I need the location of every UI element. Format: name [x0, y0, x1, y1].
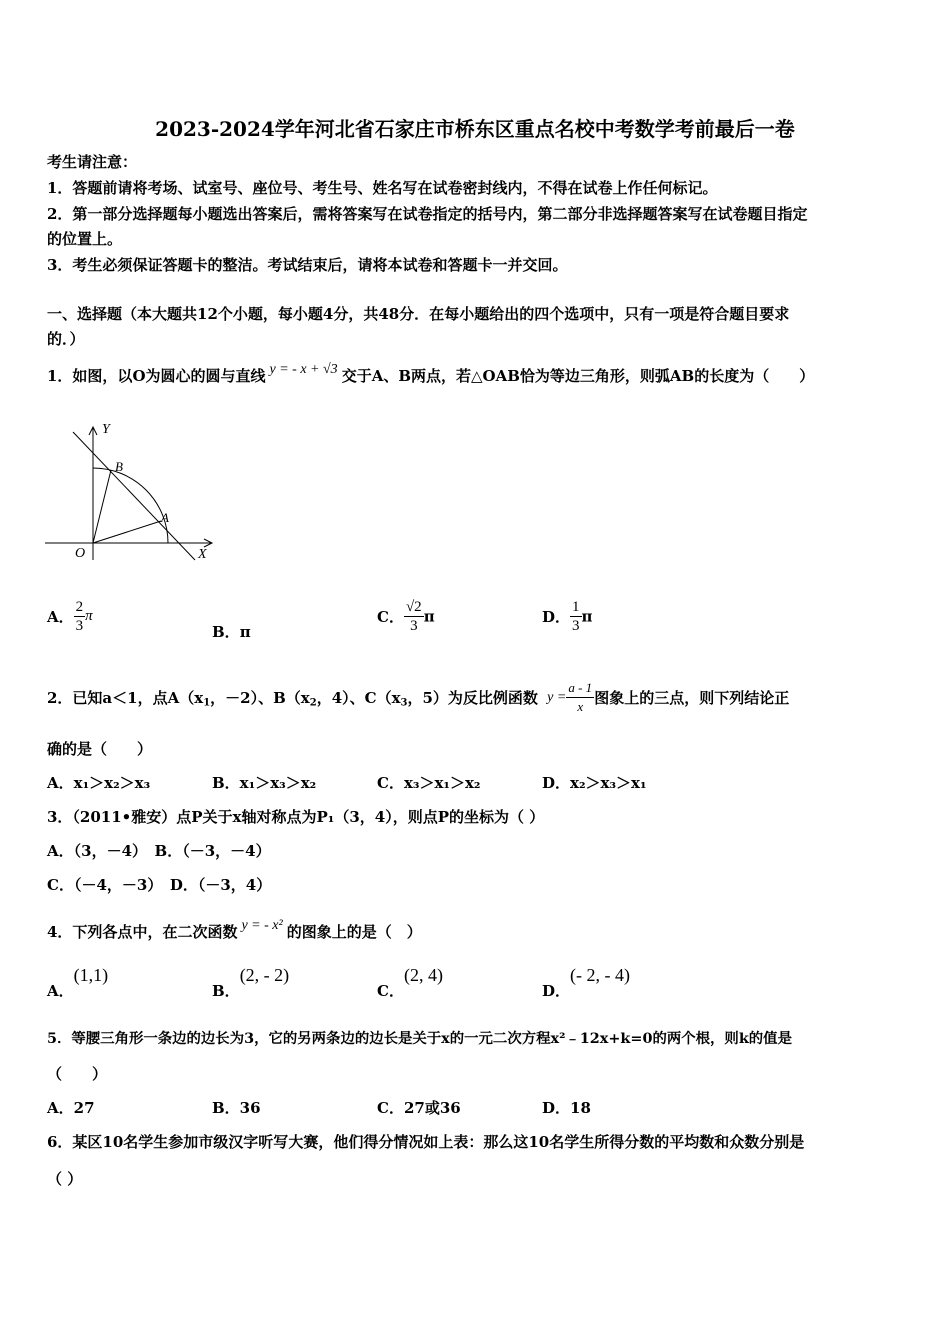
q4-option-b[interactable]: B．(2, - 2): [212, 965, 290, 1000]
label-o: O: [75, 546, 86, 561]
q1-option-c[interactable]: C． $\frac{√2}{3}$ π: [377, 599, 435, 634]
q2-option-c[interactable]: C．x₃＞x₁＞x₂: [377, 774, 481, 792]
section-heading: 一、选择题（本大题共12个小题，每小题4分，共48分．在每小题给出的四个选项中，只有一项是符合题目要求: [47, 305, 790, 323]
question-3-stem: 3．（2011•雅安）点P关于x轴对称点为P₁（3，4），则点P的坐标为（ ）: [47, 808, 545, 826]
notice-item-2: 2．第一部分选择题每小题选出答案后，需将答案写在试卷指定的括号内，第二部分非选择题答案写在试卷题目指定: [47, 205, 808, 223]
q1-option-d[interactable]: D． $\frac{1}{3}$ π: [542, 599, 593, 634]
fraction: $\frac{√2}{3}$: [405, 599, 422, 634]
q1-option-b[interactable]: B．π: [212, 623, 251, 641]
question-6-stem: 6．某区10名学生参加市级汉字听写大赛，他们得分情况如上表：那么这10名学生所得分数的平均数和众数分别是: [47, 1133, 805, 1151]
q5-option-c[interactable]: C．27或36: [377, 1099, 461, 1117]
section-heading-cont: 的．）: [47, 330, 85, 348]
q4-option-c[interactable]: C．(2, 4): [377, 965, 443, 1000]
label-y: Y: [102, 422, 110, 437]
question-5-stem-cont: （ ）: [47, 1065, 108, 1083]
notice-item-3: 3．考生必须保证答题卡的整洁。考试结束后，请将本试卷和答题卡一并交回。: [47, 256, 568, 274]
fraction: $\frac{2}{3}$: [75, 599, 84, 634]
arc-ab: [93, 468, 168, 543]
label-b: B: [115, 459, 123, 474]
segment-ob: [93, 470, 111, 543]
q5-option-a[interactable]: A．27: [47, 1099, 95, 1117]
circle-figure: [40, 415, 220, 565]
q3-options-row-1[interactable]: A．（3，－4） B．（－3，－4）: [47, 842, 271, 860]
q5-option-b[interactable]: B．36: [212, 1099, 261, 1117]
notice-item-1: 1．答题前请将考场、试室号、座位号、考生号、姓名写在试卷密封线内，不得在试卷上作任何标记。: [47, 179, 718, 197]
line-y-eq: [73, 432, 195, 560]
page-title: 2023-2024学年河北省石家庄市桥东区重点名校中考数学考前最后一卷: [155, 117, 795, 141]
segment-oa: [93, 521, 161, 543]
fraction: $\frac{a - 1}{x}$: [568, 680, 593, 714]
q1-option-a[interactable]: A． $\frac{2}{3}$ π: [47, 599, 93, 634]
question-6-stem-cont: （ ）: [47, 1170, 83, 1188]
line-equation: y = - x + √3: [269, 362, 338, 377]
question-1-stem: 1．如图，以O为圆心的圆与直线 y = - x + √3 交于A、B两点，若△OAB恰为等边三角形，则弧AB的长度为（ ）: [47, 362, 815, 385]
question-2-stem-cont: 确的是（ ）: [47, 740, 153, 758]
fraction: $\frac{1}{3}$: [572, 599, 580, 634]
label-x: X: [198, 547, 207, 562]
q4-option-a[interactable]: A．(1,1): [47, 965, 109, 1000]
q2-option-a[interactable]: A．x₁＞x₂＞x₃: [47, 774, 151, 792]
question-4-stem: 4．下列各点中，在二次函数 y = - x² 的图象上的是（ ）: [47, 918, 422, 941]
question-5-stem: 5．等腰三角形一条边的边长为3，它的另两条边的边长是关于x的一元二次方程x²﹣12x+k=0的两个根，则k的值是: [47, 1030, 792, 1047]
q4-option-d[interactable]: D．(- 2, - 4): [542, 965, 630, 1000]
q3-options-row-2[interactable]: C．（－4，－3） D．（－3，4）: [47, 876, 272, 894]
notice-heading: 考生请注意：: [47, 153, 138, 171]
label-a: A: [161, 510, 169, 525]
q2-option-b[interactable]: B．x₁＞x₃＞x₂: [212, 774, 317, 792]
question-2-stem: 2．已知a＜1，点$A(x_1$，－2）、$B(x_2$，4）、$C(x_3$，5）为反比例函数 y = $\frac{a - 1}{x}$ 图象上的三点，则下列结论正: [47, 680, 790, 714]
q5-option-d[interactable]: D．18: [542, 1099, 591, 1117]
q2-option-d[interactable]: D．x₂＞x₃＞x₁: [542, 774, 647, 792]
notice-item-2-cont: 的位置上。: [47, 230, 123, 248]
parabola-equation: y = - x²: [241, 918, 283, 933]
